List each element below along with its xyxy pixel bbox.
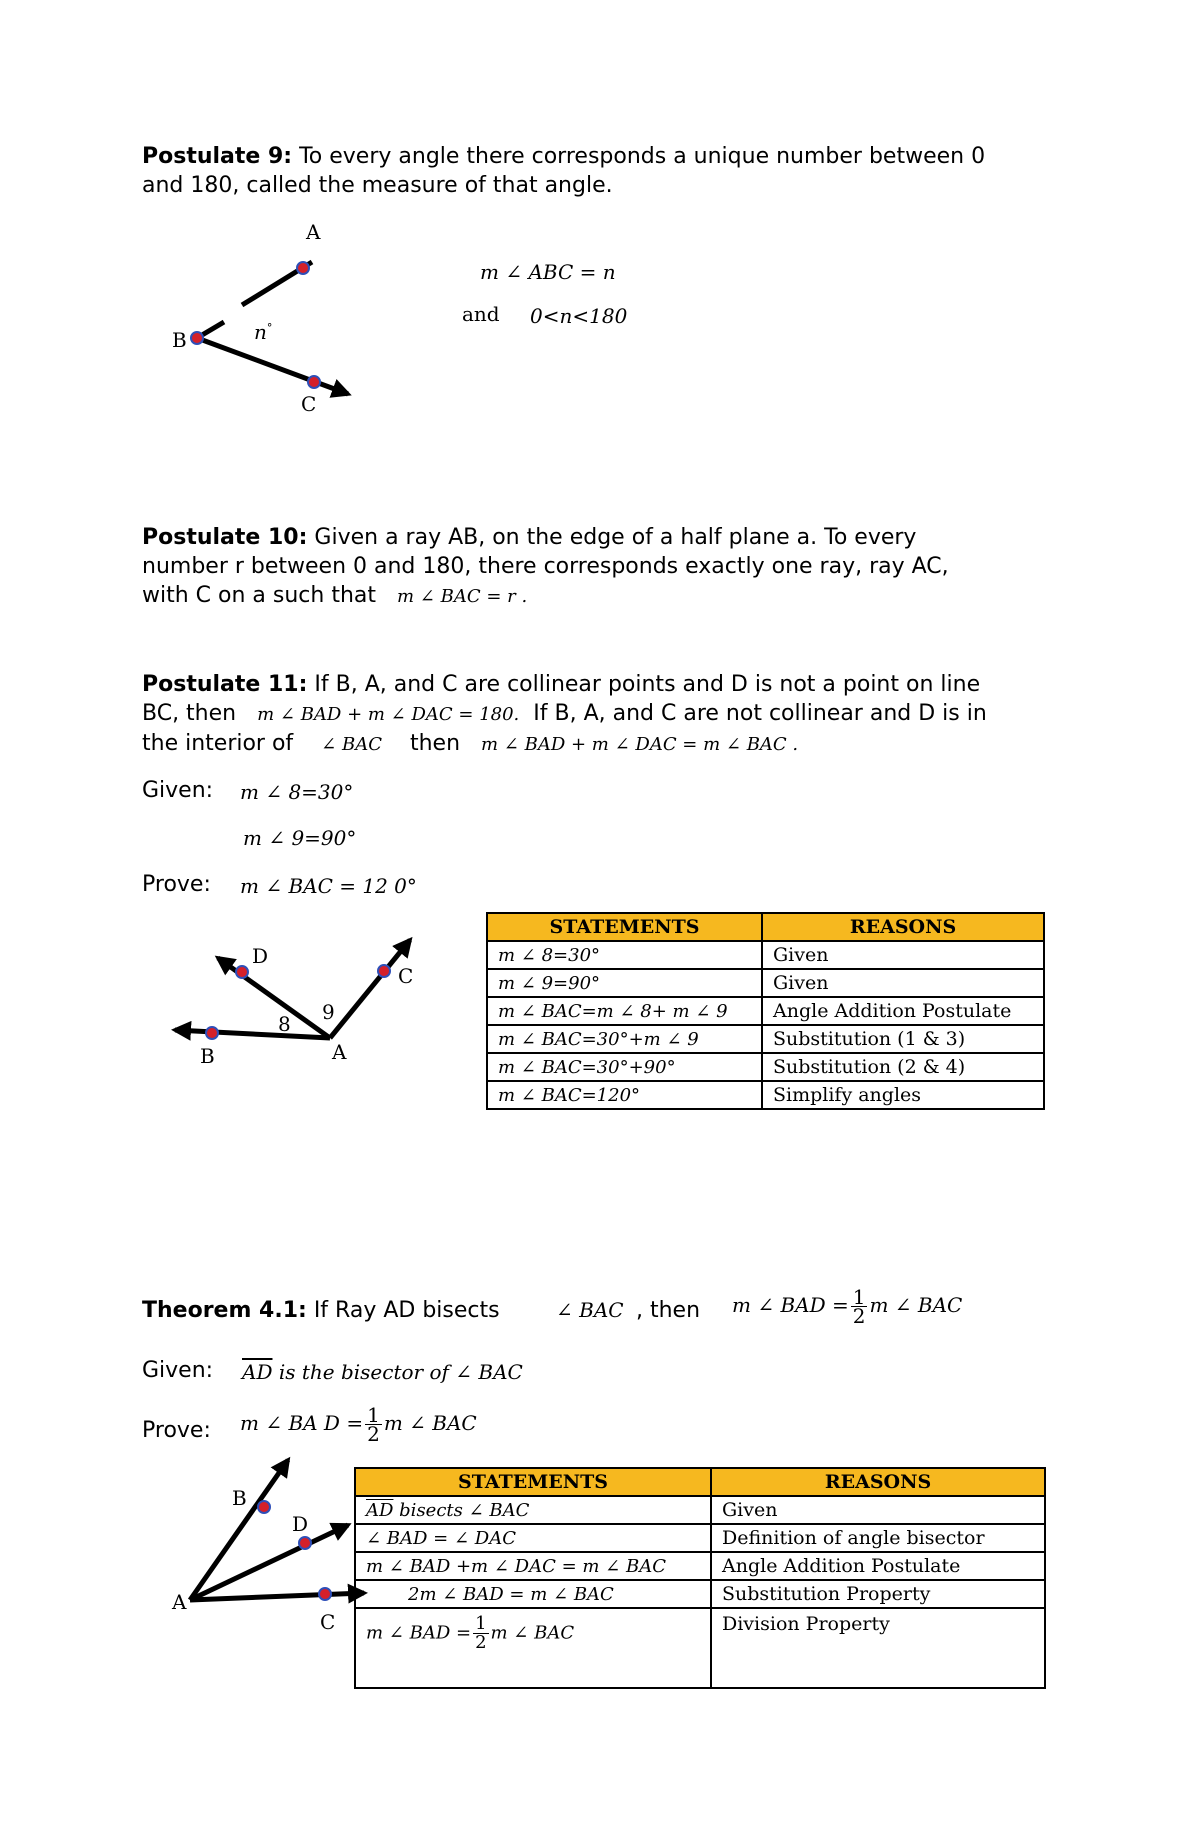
reason-cell: Substitution (1 & 3) [762,1025,1044,1053]
postulate-11-label: Postulate 11: [142,672,308,697]
table-header-row [487,913,1044,941]
and-text: and [462,302,500,326]
reason-cell: Definition of angle bisector [711,1524,1045,1552]
proof-2-table [354,1467,1046,1689]
statement-cell: $\overline{AD}$ bisects ∠ BAC [355,1496,711,1524]
reason-cell: Given [762,941,1044,969]
table-row [355,1496,1045,1524]
ray-ac [190,1593,364,1600]
statement-cell: m ∠ BAC=120° [487,1081,762,1109]
point-c [308,376,320,388]
prove-label: Prove: [142,872,211,897]
given-label: Given: [142,778,214,803]
then-text: then [409,731,461,756]
point-a [297,262,309,274]
point-b [191,332,203,344]
header-reasons: REASONS [762,913,1044,941]
reason-cell: Angle Addition Postulate [711,1552,1045,1580]
reason-cell: Division Property [711,1608,1045,1688]
reason-cell: Given [762,969,1044,997]
postulate-10 [142,523,949,611]
postulate-9-label: Postulate 9: [142,144,293,169]
postulate-10-text: Given a ray AB, on the edge of a half plane a. To every [307,525,917,550]
theorem-label: Theorem 4.1: [142,1298,307,1323]
eq-bad-dac-bac: m ∠ BAD + m ∠ DAC = m ∠ BAC . [481,734,799,755]
prove-equation: m ∠ BA D = $\frac{1}{2}$ m ∠ BAC [240,1403,477,1446]
angle-bac: ∠ BAC [321,734,382,755]
proof-1-table [486,912,1045,1110]
theorem-angle-bac: ∠ BAC [556,1298,624,1322]
label-c: C [301,392,317,416]
reason-cell: Substitution Property [711,1580,1045,1608]
label-d: D [292,1512,309,1536]
label-a: A [306,220,321,244]
prove-label-2: Prove: [142,1418,211,1443]
eq-abc-n: m ∠ ABC = n [480,260,616,284]
table-row [487,941,1044,969]
table-row [355,1524,1045,1552]
theorem-4-1 [142,1296,500,1325]
given-bisector: $\overline{AD}$ is the bisector of ∠ BAC [242,1360,523,1384]
statement-cell: m ∠ 8=30° [487,941,762,969]
ray-ad [218,958,330,1038]
table-row [487,969,1044,997]
ray-ac [330,940,410,1038]
table-row [487,1025,1044,1053]
statement-cell: m ∠ 9=90° [487,969,762,997]
angle-9-label: 9 [322,1000,335,1024]
point-b [206,1027,218,1039]
point-d [236,966,248,978]
statement-cell: m ∠ BAD +m ∠ DAC = m ∠ BAC [355,1552,711,1580]
postulate-11-text-2a: BC, then [142,701,237,726]
postulate-9 [142,142,985,200]
label-b: B [232,1486,247,1510]
eq-bad-dac-180: m ∠ BAD + m ∠ DAC = 180. [257,704,520,725]
table-row [487,1081,1044,1109]
theorem-then: , then [636,1298,701,1323]
angle-n: n° [254,320,273,344]
prove-statement: m ∠ BAC = 12 0° [240,874,417,898]
label-c: C [320,1610,336,1634]
label-d: D [252,944,269,968]
point-c [319,1588,331,1600]
angle-8-label: 8 [278,1012,291,1036]
ray-bc [197,338,348,394]
point-d [299,1537,311,1549]
table-header-row [355,1468,1045,1496]
table-row [355,1580,1045,1608]
given-1: m ∠ 8=30° [240,780,354,804]
statement-cell: 2m ∠ BAD = m ∠ BAC [355,1580,711,1608]
postulate-10-text-3: with C on a such that [142,583,377,608]
header-statements: STATEMENTS [355,1468,711,1496]
statement-cell: m ∠ BAD = $\frac{1}{2}$ m ∠ BAC [355,1608,711,1688]
label-b: B [172,328,187,352]
point-b [258,1501,270,1513]
label-a: A [172,1590,187,1614]
table-row [487,997,1044,1025]
postulate-9-text: To every angle there corresponds a unique number between 0 [292,144,986,169]
postulate-9-text-2: and 180, called the measure of that angle. [142,173,613,198]
postulate-11 [142,670,987,759]
eq-bac-r: m ∠ BAC = r . [397,586,528,607]
label-c: C [398,964,414,988]
reason-cell: Given [711,1496,1045,1524]
reason-cell: Substitution (2 & 4) [762,1053,1044,1081]
statement-cell: m ∠ BAC=m ∠ 8+ m ∠ 9 [487,997,762,1025]
given-label-2: Given: [142,1358,214,1383]
label-b: B [200,1044,215,1068]
postulate-10-text-2: number r between 0 and 180, there corresponds exactly one ray, ray AC, [142,554,949,579]
statement-cell: m ∠ BAC=30°+m ∠ 9 [487,1025,762,1053]
postulate-11-text-3a: the interior of [142,731,294,756]
reason-cell: Angle Addition Postulate [762,997,1044,1025]
postulate-11-text: If B, A, and C are collinear points and D is not a point on line [307,672,981,697]
angle-8-9-figure [175,940,410,1039]
point-c [378,965,390,977]
reason-cell: Simplify angles [762,1081,1044,1109]
postulate-11-text-2b: If B, A, and C are not collinear and D is in [533,701,987,726]
theorem-equation: m ∠ BAD = $\frac{1}{2}$ m ∠ BAC [732,1285,963,1328]
eq-range: 0<n<180 [530,304,628,328]
bisector-figure [190,1460,364,1600]
statement-cell: ∠ BAD = ∠ DAC [355,1524,711,1552]
statement-cell: m ∠ BAC=30°+90° [487,1053,762,1081]
postulate-10-label: Postulate 10: [142,525,308,550]
table-row [355,1608,1045,1688]
ray-ab [175,1030,330,1038]
table-row [355,1552,1045,1580]
table-row [487,1053,1044,1081]
label-a: A [332,1040,347,1064]
header-statements: STATEMENTS [487,913,762,941]
header-reasons: REASONS [711,1468,1045,1496]
theorem-text: If Ray AD bisects [306,1298,500,1323]
given-2: m ∠ 9=90° [243,826,357,850]
